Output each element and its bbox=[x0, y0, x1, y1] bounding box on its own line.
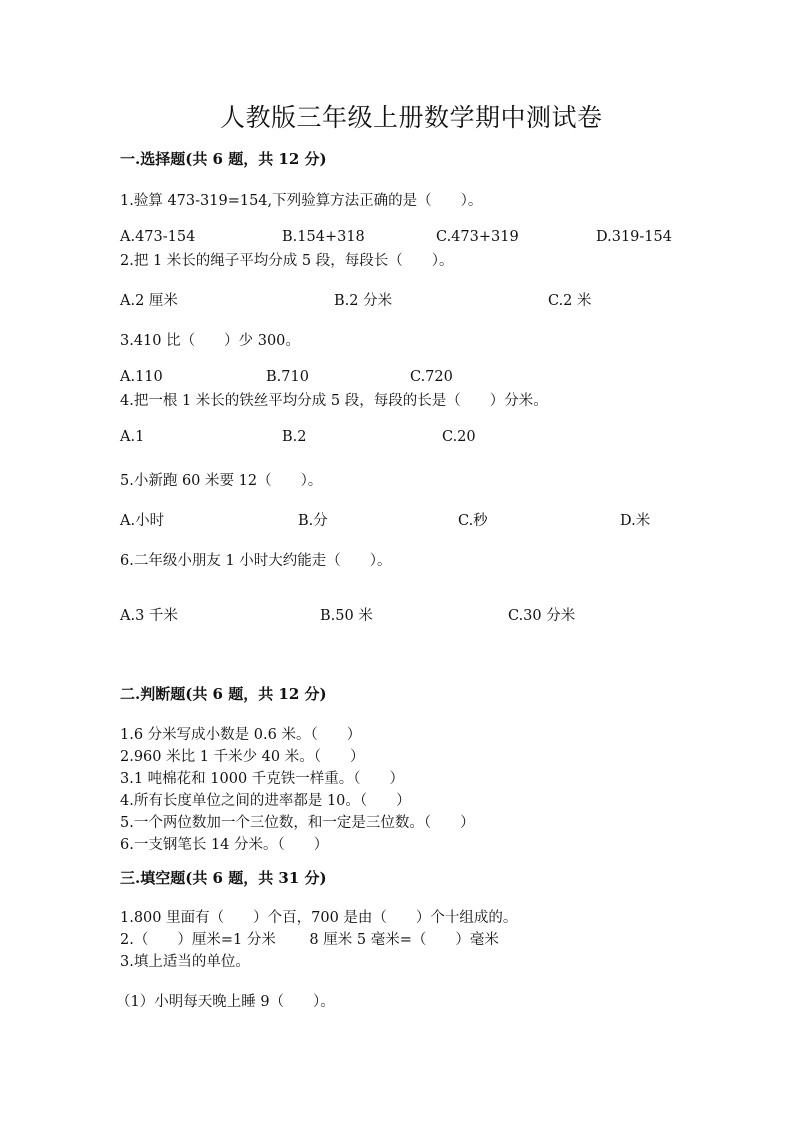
option-a: A.473-154 bbox=[120, 229, 196, 245]
option-c: C.720 bbox=[410, 369, 453, 385]
option-a: A.1 bbox=[120, 429, 145, 445]
option-d: D.米 bbox=[620, 513, 651, 529]
page-title: 人教版三年级上册数学期中测试卷 bbox=[220, 103, 603, 132]
section-heading-choice: 一.选择题(共 6 题，共 12 分) bbox=[120, 150, 327, 168]
judgement-item: 3.1 吨棉花和 1000 千克铁一样重。（ ） bbox=[120, 771, 405, 787]
option-b: B.154+318 bbox=[282, 229, 365, 245]
question-text: 6.二年级小朋友 1 小时大约能走（ ）。 bbox=[120, 553, 392, 569]
question-text: 2.把 1 米长的绳子平均分成 5 段，每段长（ ）。 bbox=[120, 253, 454, 269]
question-text: 1.验算 473-319=154,下列验算方法正确的是（ ）。 bbox=[120, 193, 483, 209]
question-text: 4.把一根 1 米长的铁丝平均分成 5 段，每段的长是（ ）分米。 bbox=[120, 393, 548, 409]
option-c: C.20 bbox=[442, 429, 476, 445]
option-c: C.2 米 bbox=[548, 293, 592, 309]
option-b: B.710 bbox=[266, 369, 309, 385]
fill-item: 1.800 里面有（ ）个百，700 是由（ ）个十组成的。 bbox=[120, 910, 518, 926]
judgement-item: 2.960 米比 1 千米少 40 米。（ ） bbox=[120, 749, 365, 765]
judgement-item: 6.一支钢笔长 14 分米。（ ） bbox=[120, 837, 329, 853]
option-d: D.319-154 bbox=[596, 229, 672, 245]
option-b: B.分 bbox=[298, 513, 328, 529]
section-heading-judgement: 二.判断题(共 6 题，共 12 分) bbox=[120, 685, 327, 703]
option-c: C.秒 bbox=[458, 513, 488, 529]
option-a: A.2 厘米 bbox=[120, 293, 178, 309]
fill-subitem: （1）小明每天晚上睡 9（ ）。 bbox=[116, 994, 335, 1010]
section-heading-fill: 三.填空题(共 6 题，共 31 分) bbox=[120, 869, 327, 887]
option-b: B.2 分米 bbox=[334, 293, 393, 309]
judgement-item: 4.所有长度单位之间的进率都是 10。（ ） bbox=[120, 793, 411, 809]
option-c: C.473+319 bbox=[436, 229, 519, 245]
judgement-item: 1.6 分米写成小数是 0.6 米。（ ） bbox=[120, 727, 362, 743]
option-b: B.2 bbox=[282, 429, 307, 445]
option-a: A.110 bbox=[120, 369, 163, 385]
option-a: A.3 千米 bbox=[120, 608, 178, 624]
fill-item: 3.填上适当的单位。 bbox=[120, 954, 250, 970]
option-c: C.30 分米 bbox=[508, 608, 576, 624]
option-a: A.小时 bbox=[120, 513, 165, 529]
question-text: 5.小新跑 60 米要 12（ ）。 bbox=[120, 473, 323, 489]
fill-item: 2.（ ）厘米=1 分米 8 厘米 5 毫米=（ ）毫米 bbox=[120, 932, 499, 948]
option-b: B.50 米 bbox=[320, 608, 373, 624]
question-text: 3.410 比（ ）少 300。 bbox=[120, 333, 300, 349]
judgement-item: 5.一个两位数加一个三位数，和一定是三位数。（ ） bbox=[120, 815, 475, 831]
